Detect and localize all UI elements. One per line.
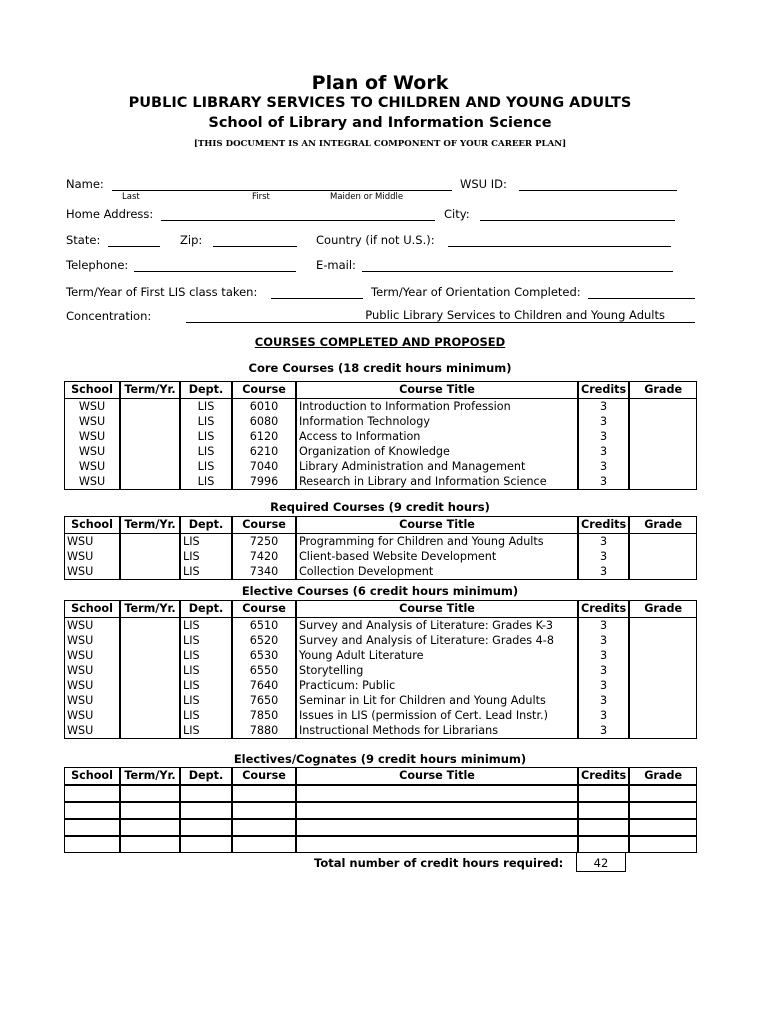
course-cell[interactable] [232, 819, 296, 836]
title-cell: Library Administration and Management [296, 459, 578, 474]
title-cell: Survey and Analysis of Literature: Grades K-3 [296, 618, 578, 633]
school-cell: WSU [64, 444, 120, 459]
table-row [64, 663, 697, 678]
grade-cell[interactable] [629, 648, 697, 663]
title-cell: Young Adult Literature [296, 648, 578, 663]
dept-cell: LIS [180, 534, 232, 549]
grade-cell[interactable] [629, 693, 697, 708]
term-cell[interactable] [120, 618, 180, 633]
wsu-id-field[interactable] [519, 190, 677, 191]
credits-cell[interactable] [578, 819, 629, 836]
first-class-label: Term/Year of First LIS class taken: [66, 285, 258, 299]
col-title: Course Title [296, 516, 578, 534]
grade-cell[interactable] [629, 819, 697, 836]
school-cell: WSU [64, 633, 120, 648]
credits-cell: 3 [578, 633, 629, 648]
school-cell: WSU [64, 429, 120, 444]
credits-cell: 3 [578, 678, 629, 693]
col-dept: Dept. [180, 767, 232, 785]
school-cell: WSU [64, 459, 120, 474]
dept-cell[interactable] [180, 819, 232, 836]
core-courses-table [64, 381, 697, 490]
table-row [64, 648, 697, 663]
credits-cell: 3 [578, 549, 629, 564]
state-label: State: [66, 233, 101, 247]
school-cell: WSU [64, 648, 120, 663]
term-cell[interactable] [120, 708, 180, 723]
grade-cell[interactable] [629, 633, 697, 648]
table-row [64, 429, 697, 444]
grade-cell[interactable] [629, 549, 697, 564]
country-field[interactable] [448, 246, 671, 247]
dept-cell: LIS [180, 444, 232, 459]
title-cell: Introduction to Information Profession [296, 399, 578, 414]
grade-cell[interactable] [629, 836, 697, 853]
dept-cell: LIS [180, 399, 232, 414]
term-cell[interactable] [120, 474, 180, 490]
course-cell: 6010 [232, 399, 296, 414]
col-school: School [64, 600, 120, 618]
course-cell: 6550 [232, 663, 296, 678]
title-cell: Client-based Website Development [296, 549, 578, 564]
wsu-id-label: WSU ID: [460, 177, 507, 191]
state-field[interactable] [108, 246, 160, 247]
title-cell: Collection Development [296, 564, 578, 580]
orientation-label: Term/Year of Orientation Completed: [371, 285, 581, 299]
dept-cell: LIS [180, 459, 232, 474]
maiden-label: Maiden or Middle [330, 192, 404, 202]
grade-cell[interactable] [629, 678, 697, 693]
table-row [64, 633, 697, 648]
table-row[interactable] [64, 836, 697, 853]
col-dept: Dept. [180, 381, 232, 399]
telephone-label: Telephone: [66, 258, 129, 272]
col-title: Course Title [296, 600, 578, 618]
cognates-table [64, 767, 697, 853]
table-header-row [64, 600, 697, 618]
course-cell: 7420 [232, 549, 296, 564]
col-school: School [64, 381, 120, 399]
telephone-field[interactable] [134, 271, 296, 272]
email-label: E-mail: [316, 258, 356, 272]
title-cell: Access to Information [296, 429, 578, 444]
credits-cell: 3 [578, 618, 629, 633]
dept-cell: LIS [180, 564, 232, 580]
school-cell: WSU [64, 534, 120, 549]
title-cell[interactable] [296, 785, 578, 802]
page-title: Plan of Work [311, 72, 449, 94]
table-row [64, 414, 697, 429]
credits-cell: 3 [578, 534, 629, 549]
col-term: Term/Yr. [120, 381, 180, 399]
credits-cell: 3 [578, 693, 629, 708]
table-row[interactable] [64, 802, 697, 819]
name-label: Name: [66, 177, 104, 191]
zip-label: Zip: [180, 233, 203, 247]
col-term: Term/Yr. [120, 767, 180, 785]
course-cell: 6510 [232, 618, 296, 633]
term-cell[interactable] [120, 819, 180, 836]
table-header-row [64, 381, 697, 399]
term-cell[interactable] [120, 534, 180, 549]
credits-cell: 3 [578, 444, 629, 459]
course-cell: 6120 [232, 429, 296, 444]
last-label: Last [122, 192, 140, 202]
col-term: Term/Yr. [120, 600, 180, 618]
school-cell: WSU [64, 474, 120, 490]
term-cell[interactable] [120, 836, 180, 853]
required-courses-table [64, 516, 697, 580]
dept-cell: LIS [180, 663, 232, 678]
col-credits: Credits [578, 516, 629, 534]
table-row [64, 723, 697, 739]
table-row [64, 678, 697, 693]
program-subtitle: PUBLIC LIBRARY SERVICES TO CHILDREN AND YOUNG ADULTS [128, 95, 632, 111]
term-cell[interactable] [120, 802, 180, 819]
first-label: First [252, 192, 270, 202]
col-title: Course Title [296, 767, 578, 785]
table-row[interactable] [64, 819, 697, 836]
course-cell: 7640 [232, 678, 296, 693]
course-cell: 7040 [232, 459, 296, 474]
grade-cell[interactable] [629, 618, 697, 633]
first-class-field[interactable] [271, 298, 363, 299]
concentration-value: Public Library Services to Children and Young Adults [365, 308, 665, 322]
dept-cell: LIS [180, 429, 232, 444]
table-row [64, 399, 697, 414]
school-cell: WSU [64, 663, 120, 678]
term-cell[interactable] [120, 648, 180, 663]
dept-cell: LIS [180, 414, 232, 429]
dept-cell: LIS [180, 648, 232, 663]
total-label: Total number of credit hours required: [314, 856, 564, 870]
grade-cell[interactable] [629, 723, 697, 739]
credits-cell[interactable] [578, 802, 629, 819]
col-school: School [64, 516, 120, 534]
table-header-row [64, 516, 697, 534]
course-cell: 7850 [232, 708, 296, 723]
course-cell[interactable] [232, 802, 296, 819]
table-header-row [64, 767, 697, 785]
course-cell: 7340 [232, 564, 296, 580]
concentration-field[interactable] [186, 309, 695, 323]
title-cell: Practicum: Public [296, 678, 578, 693]
dept-cell: LIS [180, 708, 232, 723]
country-label: Country (if not U.S.): [316, 233, 435, 247]
credits-cell: 3 [578, 723, 629, 739]
table-row [64, 534, 697, 549]
table-row [64, 444, 697, 459]
course-cell: 6210 [232, 444, 296, 459]
col-grade: Grade [629, 516, 697, 534]
school-cell: WSU [64, 564, 120, 580]
table-row [64, 708, 697, 723]
concentration-label: Concentration: [66, 309, 152, 323]
course-cell[interactable] [232, 785, 296, 802]
grade-cell[interactable] [629, 534, 697, 549]
credits-cell: 3 [578, 564, 629, 580]
title-cell: Seminar in Lit for Children and Young Adults [296, 693, 578, 708]
course-cell[interactable] [232, 836, 296, 853]
col-dept: Dept. [180, 600, 232, 618]
dept-cell: LIS [180, 693, 232, 708]
grade-cell[interactable] [629, 459, 697, 474]
col-dept: Dept. [180, 516, 232, 534]
credits-cell: 3 [578, 459, 629, 474]
required-heading: Required Courses (9 credit hours) [270, 500, 490, 514]
credits-cell: 3 [578, 414, 629, 429]
dept-cell: LIS [180, 678, 232, 693]
col-credits: Credits [578, 600, 629, 618]
credits-cell[interactable] [578, 836, 629, 853]
title-cell: Organization of Knowledge [296, 444, 578, 459]
credits-cell: 3 [578, 399, 629, 414]
table-row [64, 459, 697, 474]
zip-field[interactable] [213, 246, 297, 247]
course-cell: 6080 [232, 414, 296, 429]
school-cell: WSU [64, 549, 120, 564]
col-term: Term/Yr. [120, 516, 180, 534]
dept-cell: LIS [180, 618, 232, 633]
col-course: Course [232, 381, 296, 399]
credits-cell[interactable] [578, 785, 629, 802]
title-cell: Instructional Methods for Librarians [296, 723, 578, 739]
school-cell[interactable] [64, 785, 120, 802]
school-name: School of Library and Information Science [208, 115, 552, 131]
cognates-heading: Electives/Cognates (9 credit hours minimum) [233, 752, 527, 766]
term-cell[interactable] [120, 429, 180, 444]
core-heading: Core Courses (18 credit hours minimum) [248, 361, 512, 375]
orientation-field[interactable] [588, 298, 695, 299]
school-cell[interactable] [64, 802, 120, 819]
school-cell: WSU [64, 618, 120, 633]
term-cell[interactable] [120, 678, 180, 693]
title-cell: Programming for Children and Young Adults [296, 534, 578, 549]
school-cell[interactable] [64, 819, 120, 836]
term-cell[interactable] [120, 723, 180, 739]
table-row [64, 564, 697, 580]
table-row [64, 474, 697, 490]
name-field[interactable] [112, 190, 452, 191]
table-row [64, 618, 697, 633]
term-cell[interactable] [120, 663, 180, 678]
dept-cell: LIS [180, 474, 232, 490]
col-title: Course Title [296, 381, 578, 399]
dept-cell: LIS [180, 549, 232, 564]
col-grade: Grade [629, 600, 697, 618]
grade-cell[interactable] [629, 474, 697, 490]
grade-cell[interactable] [629, 708, 697, 723]
col-credits: Credits [578, 381, 629, 399]
term-cell[interactable] [120, 414, 180, 429]
credits-cell: 3 [578, 429, 629, 444]
credits-cell: 3 [578, 708, 629, 723]
dept-cell: LIS [180, 723, 232, 739]
term-cell[interactable] [120, 444, 180, 459]
title-cell: Survey and Analysis of Literature: Grades 4-8 [296, 633, 578, 648]
school-cell: WSU [64, 723, 120, 739]
career-plan-note: [THIS DOCUMENT IS AN INTEGRAL COMPONENT OF YOUR CAREER PLAN] [193, 139, 567, 149]
school-cell: WSU [64, 678, 120, 693]
table-row[interactable] [64, 785, 697, 802]
school-cell[interactable] [64, 836, 120, 853]
course-cell: 7650 [232, 693, 296, 708]
school-cell: WSU [64, 693, 120, 708]
title-cell: Research in Library and Information Science [296, 474, 578, 490]
col-school: School [64, 767, 120, 785]
title-cell[interactable] [296, 802, 578, 819]
col-credits: Credits [578, 767, 629, 785]
title-cell: Issues in LIS (permission of Cert. Lead Instr.) [296, 708, 578, 723]
dept-cell[interactable] [180, 785, 232, 802]
course-cell: 6520 [232, 633, 296, 648]
grade-cell[interactable] [629, 429, 697, 444]
course-cell: 7880 [232, 723, 296, 739]
term-cell[interactable] [120, 564, 180, 580]
grade-cell[interactable] [629, 802, 697, 819]
grade-cell[interactable] [629, 399, 697, 414]
elective-heading: Elective Courses (6 credit hours minimum) [241, 584, 519, 598]
home-address-field[interactable] [161, 220, 435, 221]
course-cell: 6530 [232, 648, 296, 663]
credits-cell: 3 [578, 474, 629, 490]
home-address-label: Home Address: [66, 207, 154, 221]
credits-cell: 3 [578, 648, 629, 663]
col-course: Course [232, 516, 296, 534]
elective-courses-table [64, 600, 697, 739]
col-grade: Grade [629, 767, 697, 785]
grade-cell[interactable] [629, 564, 697, 580]
term-cell[interactable] [120, 693, 180, 708]
school-cell: WSU [64, 399, 120, 414]
credits-cell: 3 [578, 663, 629, 678]
city-label: City: [444, 207, 470, 221]
title-cell: Information Technology [296, 414, 578, 429]
term-cell[interactable] [120, 399, 180, 414]
term-cell[interactable] [120, 785, 180, 802]
term-cell[interactable] [120, 459, 180, 474]
city-field[interactable] [480, 220, 675, 221]
dept-cell: LIS [180, 633, 232, 648]
courses-heading: COURSES COMPLETED AND PROPOSED [254, 335, 506, 349]
grade-cell[interactable] [629, 785, 697, 802]
school-cell: WSU [64, 414, 120, 429]
table-row [64, 549, 697, 564]
grade-cell[interactable] [629, 444, 697, 459]
dept-cell[interactable] [180, 802, 232, 819]
col-grade: Grade [629, 381, 697, 399]
school-cell: WSU [64, 708, 120, 723]
col-course: Course [232, 767, 296, 785]
course-cell: 7250 [232, 534, 296, 549]
total-credits-value: 42 [576, 852, 626, 872]
grade-cell[interactable] [629, 663, 697, 678]
table-row [64, 693, 697, 708]
term-cell[interactable] [120, 633, 180, 648]
email-field[interactable] [362, 271, 673, 272]
term-cell[interactable] [120, 549, 180, 564]
title-cell[interactable] [296, 819, 578, 836]
title-cell[interactable] [296, 836, 578, 853]
dept-cell[interactable] [180, 836, 232, 853]
grade-cell[interactable] [629, 414, 697, 429]
col-course: Course [232, 600, 296, 618]
title-cell: Storytelling [296, 663, 578, 678]
course-cell: 7996 [232, 474, 296, 490]
